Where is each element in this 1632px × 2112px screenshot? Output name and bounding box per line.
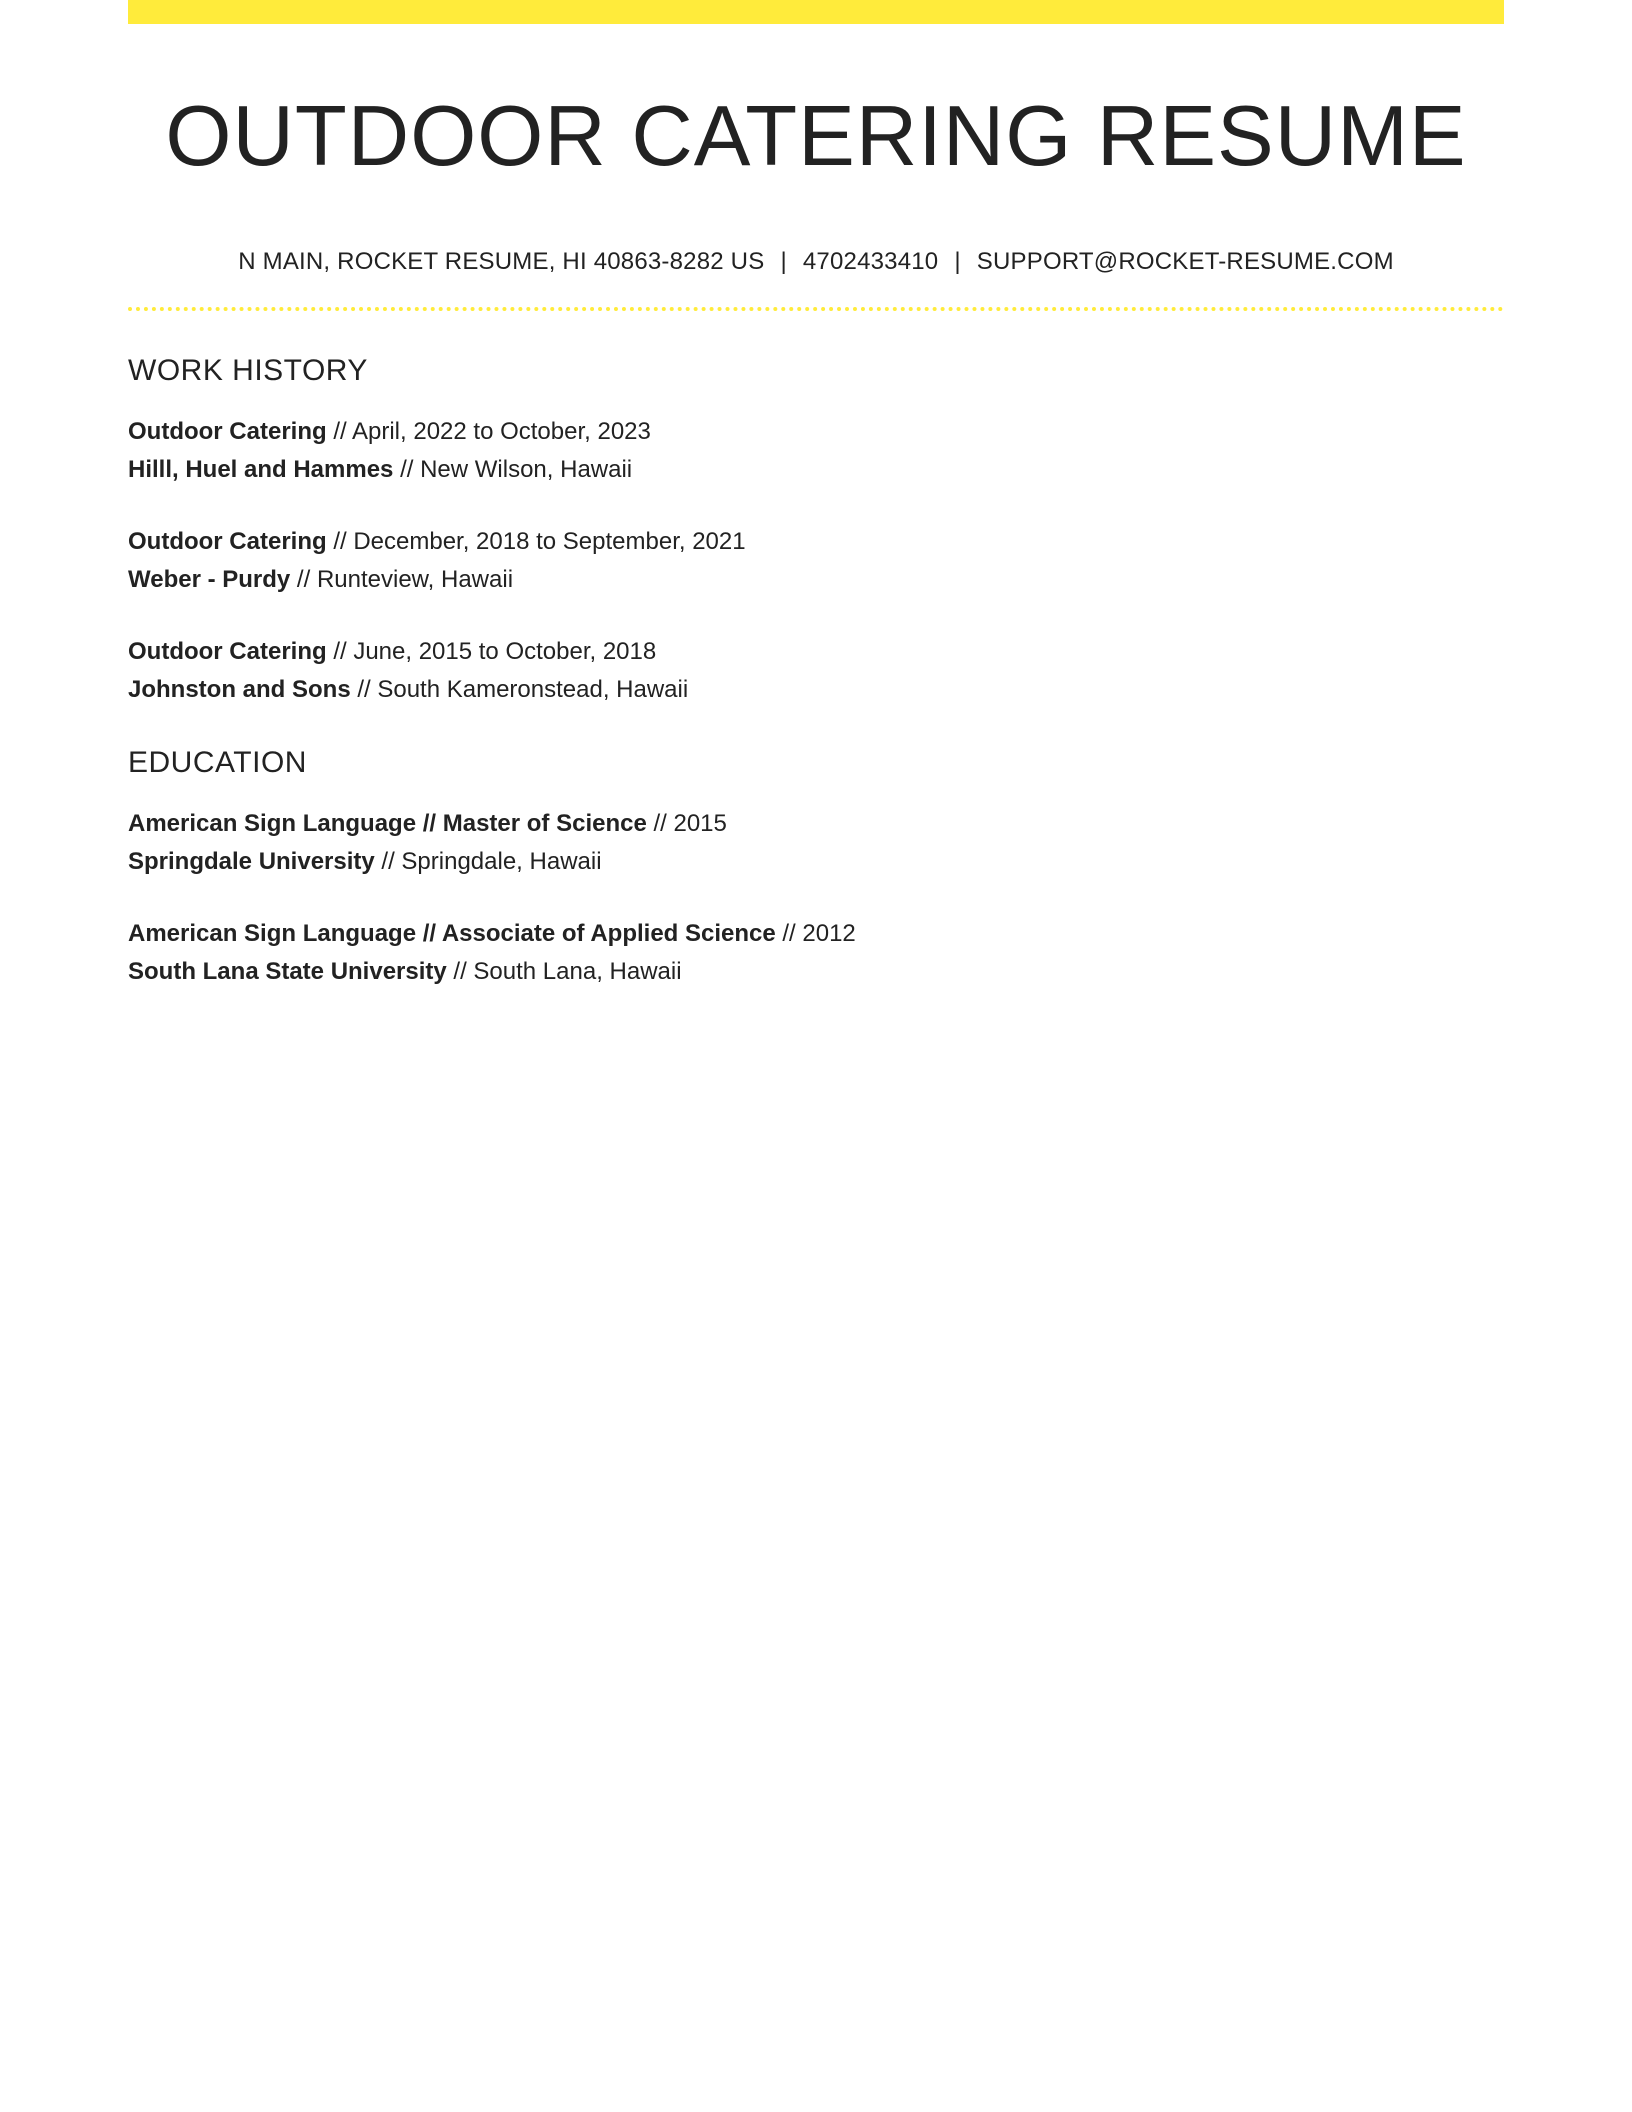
company-location: // South Kameronstead, Hawaii [350, 676, 689, 703]
company-name: Weber - Purdy [128, 566, 291, 593]
resume-page [128, 0, 1504, 991]
work-entry-company-line [128, 451, 1504, 489]
job-title: Outdoor Catering [128, 418, 327, 445]
work-entry-company-line [128, 671, 1504, 709]
contact-line [128, 247, 1504, 277]
education-heading: EDUCATION [128, 746, 307, 779]
education-degree-line [128, 915, 1504, 953]
dotted-divider [128, 307, 1504, 311]
job-title: Outdoor Catering [128, 638, 327, 665]
education-degree-line [128, 805, 1504, 843]
company-location: // Runteview, Hawaii [290, 566, 514, 593]
contact-address: N MAIN, ROCKET RESUME, HI 40863-8282 US [238, 248, 765, 275]
job-dates: // June, 2015 to October, 2018 [326, 638, 657, 665]
work-entry-company-line [128, 561, 1504, 599]
job-dates: // April, 2022 to October, 2023 [326, 418, 651, 445]
school-name: Springdale University [128, 848, 375, 875]
school-location: // Springdale, Hawaii [374, 848, 602, 875]
contact-email: SUPPORT@ROCKET-RESUME.COM [976, 248, 1394, 275]
job-title: Outdoor Catering [128, 528, 327, 555]
education-school-line [128, 953, 1504, 991]
school-location: // South Lana, Hawaii [446, 958, 682, 985]
degree-name: American Sign Language // Associate of Applied Science [128, 920, 776, 947]
contact-separator: | [954, 248, 961, 275]
education-list [128, 805, 1504, 991]
work-entry-title-line [128, 633, 1504, 671]
page-title: OUTDOOR CATERING RESUME [165, 89, 1467, 184]
company-name: Hilll, Huel and Hammes [128, 456, 394, 483]
degree-year: // 2012 [775, 920, 856, 947]
work-entry [128, 413, 1504, 489]
company-location: // New Wilson, Hawaii [393, 456, 633, 483]
job-dates: // December, 2018 to September, 2021 [326, 528, 746, 555]
work-entry [128, 633, 1504, 709]
education-school-line [128, 843, 1504, 881]
education-entry [128, 915, 1504, 991]
contact-phone: 4702433410 [802, 248, 939, 275]
work-history-list [128, 413, 1504, 709]
degree-name: American Sign Language // Master of Science [128, 810, 647, 837]
contact-separator: | [780, 248, 787, 275]
work-entry [128, 523, 1504, 599]
work-history-heading: WORK HISTORY [128, 354, 368, 387]
work-entry-title-line [128, 413, 1504, 451]
school-name: South Lana State University [128, 958, 447, 985]
accent-top-bar [128, 0, 1504, 24]
work-entry-title-line [128, 523, 1504, 561]
education-entry [128, 805, 1504, 881]
company-name: Johnston and Sons [128, 676, 351, 703]
degree-year: // 2015 [646, 810, 727, 837]
